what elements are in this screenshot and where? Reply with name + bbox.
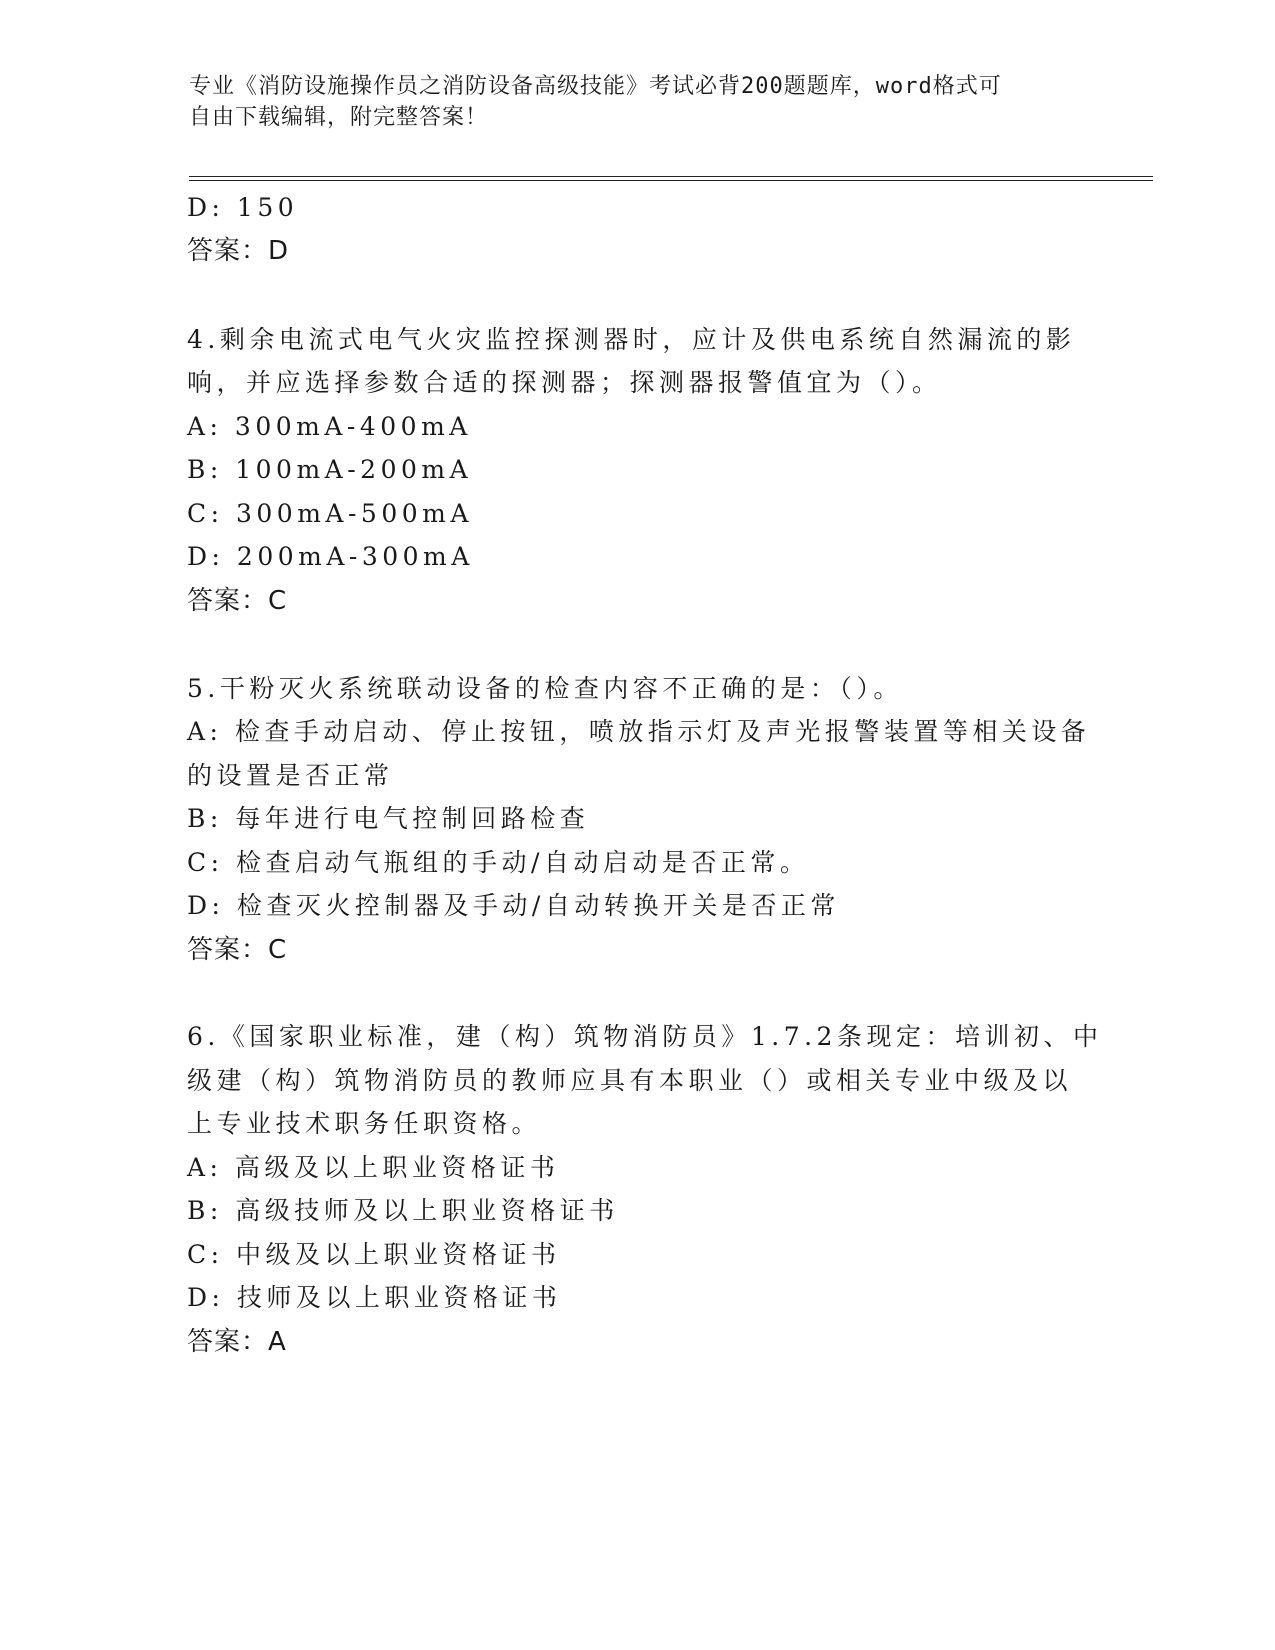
- q5-stem-line-1: 5.干粉灭火系统联动设备的检查内容不正确的是：（）。: [187, 674, 903, 703]
- q5-option-b: B: 每年进行电气控制回路检查: [187, 804, 590, 833]
- prev-answer: 答案：D: [187, 236, 290, 266]
- prev-option-d: D: 150: [187, 193, 299, 222]
- q6-option-d: D: 技师及以上职业资格证书: [187, 1283, 562, 1312]
- header-title-line-1: 专业《消防设施操作员之消防设备高级技能》考试必背200题题库，word格式可: [189, 74, 1002, 99]
- q4-option-d: D: 200mA-300mA: [187, 542, 474, 571]
- q6-stem-line-1: 6.《国家职业标准，建（构）筑物消防员》1.7.2条现定：培训初、中: [187, 1022, 1103, 1051]
- q5-option-c: C: 检查启动气瓶组的手动/自动启动是否正常。: [187, 848, 810, 877]
- q4-stem-line-2: 响，并应选择参数合适的探测器；探测器报警值宜为（）。: [187, 368, 942, 397]
- q6-stem-line-3: 上专业技术职务任职资格。: [187, 1109, 542, 1138]
- q6-answer: 答案：A: [187, 1327, 287, 1357]
- q5-option-a-line-2: 的设置是否正常: [187, 761, 394, 790]
- q5-option-d: D: 检查灭火控制器及手动/自动转换开关是否正常: [187, 891, 840, 920]
- q6-option-a: A: 高级及以上职业资格证书: [187, 1153, 560, 1182]
- q6-option-c: C: 中级及以上职业资格证书: [187, 1240, 561, 1269]
- header-divider-bottom: [189, 180, 1153, 181]
- q6-stem-line-2: 级建（构）筑物消防员的教师应具有本职业（）或相关专业中级及以: [187, 1066, 1073, 1095]
- q4-answer: 答案：C: [187, 586, 288, 616]
- header-title-line-2: 自由下载编辑，附完整答案！: [189, 105, 489, 130]
- q4-stem-line-1: 4.剩余电流式电气火灾监控探测器时，应计及供电系统自然漏流的影: [187, 325, 1076, 354]
- q5-answer: 答案：C: [187, 935, 288, 965]
- q4-option-b: B: 100mA-200mA: [187, 455, 473, 484]
- header-divider-top: [189, 176, 1153, 177]
- q4-option-a: A: 300mA-400mA: [187, 412, 472, 441]
- q4-option-c: C: 300mA-500mA: [187, 499, 473, 528]
- q6-option-b: B: 高级技师及以上职业资格证书: [187, 1196, 619, 1225]
- q5-option-a-line-1: A: 检查手动启动、停止按钮，喷放指示灯及声光报警装置等相关设备: [187, 717, 1091, 746]
